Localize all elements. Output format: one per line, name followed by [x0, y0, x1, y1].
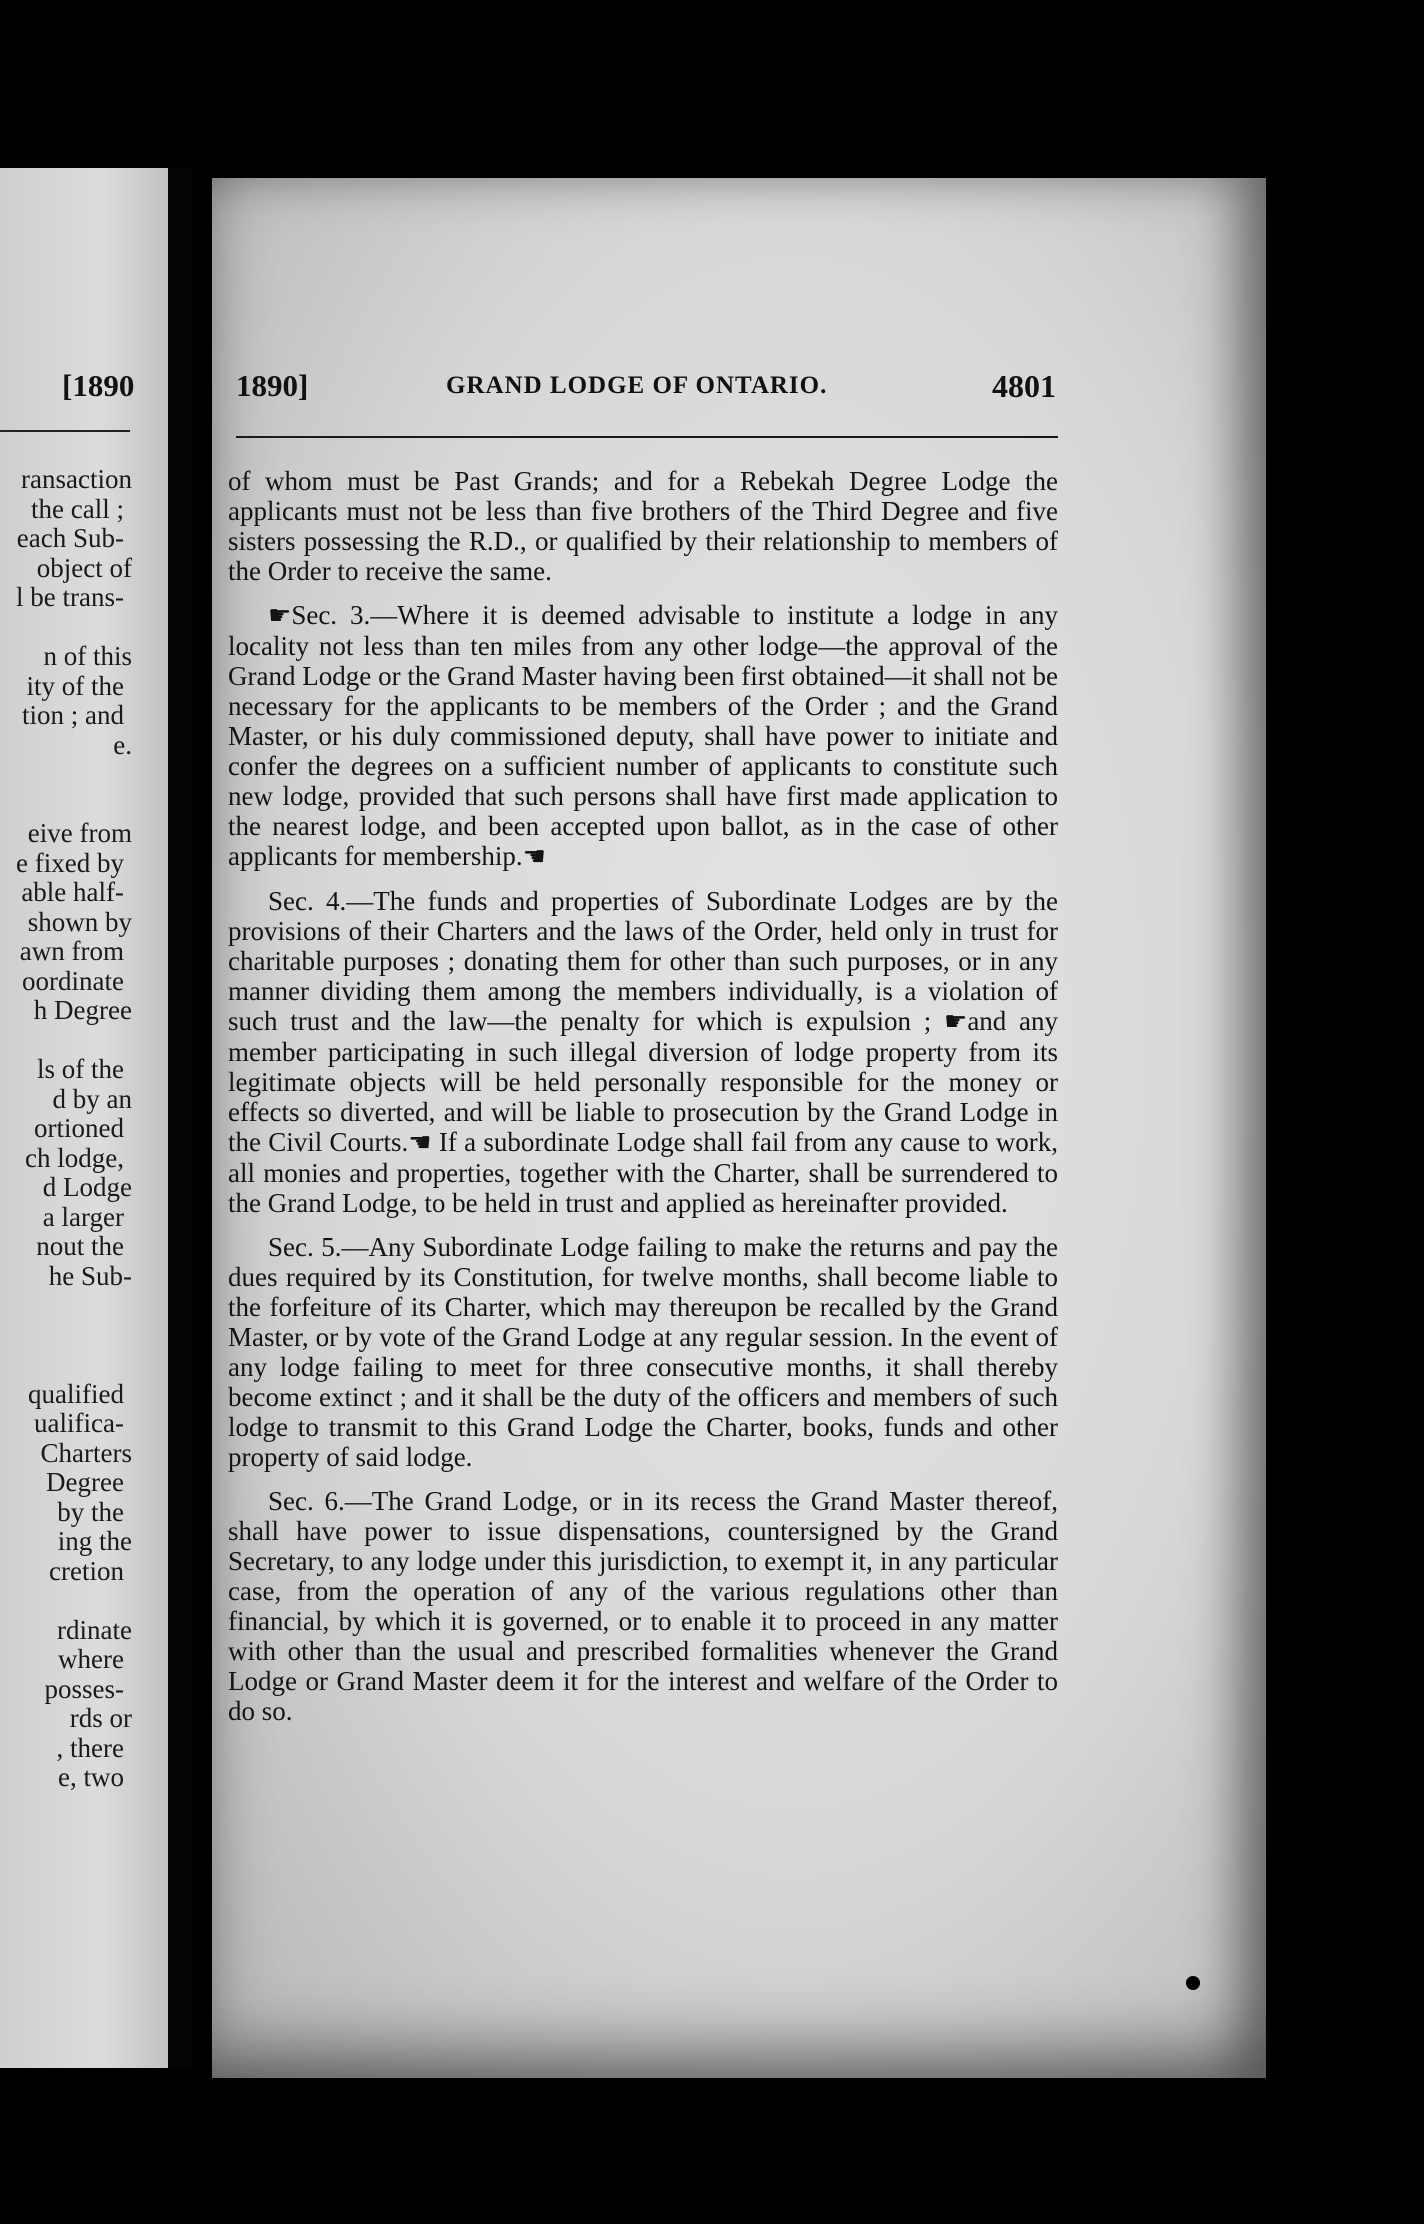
sec-3-text: Sec. 3.—Where it is deemed advisable to institute a lodge in any locality not less than ten miles from any other lodge—the approval of the Grand Lodge or the Grand Master having been first obtained—it shall not be necessary for the applicants to be members of the Order ; and the Grand Master, or his duly commissioned deputy, shall have power to initiate and confer the degrees on a sufficient number of applicants to constitute such new lodge, provided that such persons shall have first made application to the nearest lodge, and been accepted upon ballot, as in the case of other applicants for membership. [228, 600, 1058, 871]
left-page-line: he Sub- [48, 1260, 132, 1291]
paragraph-sec-4 [228, 886, 1058, 1218]
sec-4-text-a: Sec. 4.—The funds and properties of Subordinate Lodges are by the provisions of their Charters and the laws of the Order, held only in trust for charitable purposes ; donating them for other than such purposes, or in any manner dividing them among the members individually, is a violation of such trust and the law—the penalty for which is expulsion ; [228, 886, 1058, 1036]
left-page-line: rdinate [57, 1614, 132, 1645]
left-page-line: ls of the [37, 1054, 124, 1084]
left-page-line: a larger [42, 1201, 124, 1232]
left-page-line: d Lodge [42, 1172, 132, 1202]
book-page [212, 178, 1266, 2078]
left-page-line: oordinate [22, 965, 124, 996]
left-page-line: d by an [52, 1083, 132, 1114]
left-page-line: awn from [19, 936, 124, 966]
left-page-line: n of this [43, 641, 132, 671]
header-title: GRAND LODGE OF ONTARIO. [446, 372, 828, 399]
left-page-line: the call ; [31, 493, 124, 524]
left-page-line: where [58, 1644, 124, 1674]
paragraph-sec-6: Sec. 6.—The Grand Lodge, or in its recess the Grand Master thereof, shall have power to issue dispensations, countersigned by the Grand Secretary, to any lodge under this jurisdiction, to exempt it, in any particular case, from the operation of any of the various regulations other than financial, by which it is governed, or to enable it to proceed in any matter with other than the usual and prescribed formalities whenever the Grand Lodge or Grand Master deem it for the interest and welfare of the Order to do so. [228, 1486, 1058, 1726]
paragraph-sec-5: Sec. 5.—Any Subordinate Lodge failing to make the returns and pay the dues required by its Constitution, for twelve months, shall become liable to the forfeiture of its Charter, which may thereupon be recalled by the Grand Master, or by vote of the Grand Lodge at any regular session. In the event of any lodge failing to meet for three consecutive months, it shall thereby become extinct ; and it shall be the duty of the officers and members of such lodge to transmit to this Grand Lodge the Charter, books, funds and other property of said lodge. [228, 1232, 1058, 1472]
paragraph-sec-3 [228, 600, 1058, 872]
left-page-line: ch lodge, [25, 1142, 124, 1173]
book-gutter [168, 168, 192, 2068]
left-page-line: rds or [69, 1703, 132, 1733]
pointing-hand-left-icon: ☚ [408, 1128, 432, 1158]
left-page-line: able half- [21, 877, 124, 907]
left-page-line: cretion [49, 1555, 124, 1586]
left-page-line: ity of the [26, 670, 124, 701]
left-page-line: e fixed by [16, 847, 124, 878]
header-year: 1890] [236, 368, 309, 403]
sec-4-text-c: If a subordinate Lodge shall fail from any cause to work, all monies and properties, together with the Charter, shall be surrendered to the Grand Lodge, to be held in trust and applied as hereinafter provided. [228, 1127, 1058, 1218]
left-facing-page [0, 168, 168, 2068]
pointing-hand-icon: ☛ [268, 601, 292, 631]
left-page-line: tion ; and [22, 700, 124, 730]
left-page-line: Degree [46, 1467, 124, 1497]
pointing-hand-left-icon: ☚ [522, 842, 546, 872]
left-page-line: e. [113, 729, 132, 760]
left-page-line: Charters [40, 1437, 132, 1468]
left-page-line: each Sub- [16, 523, 124, 553]
left-page-line: nout the [36, 1231, 124, 1261]
paragraph-continuation: of whom must be Past Grands; and for a Rebekah Degree Lodge the applicants must not be less than five brothers of the Third Degree and five sisters possessing the R.D., or qualified by their relationship to members of the Order to receive the same. [228, 466, 1058, 586]
left-page-line: ransaction [21, 464, 132, 494]
pointing-hand-icon: ☛ [944, 1007, 968, 1037]
left-page-line: eive from [27, 818, 132, 848]
body-text [228, 466, 1058, 1740]
left-page-line: posses- [44, 1673, 124, 1704]
left-page-line: object of [36, 552, 132, 583]
left-page-line: ing the [57, 1526, 132, 1556]
header-rule [236, 436, 1058, 438]
left-page-line: ualifica- [34, 1408, 124, 1438]
left-page-line: ortioned [34, 1113, 124, 1143]
ink-spot [1186, 1976, 1200, 1990]
left-header-rule [0, 430, 130, 432]
left-page-line: h Degree [33, 995, 132, 1025]
left-page-line: l be trans- [16, 582, 124, 612]
left-page-line: qualified [28, 1378, 124, 1409]
left-page-line: shown by [27, 906, 132, 937]
left-page-line: e, two [58, 1762, 124, 1792]
page-number: 4801 [992, 368, 1056, 404]
sec-4-text-b: and any member participating in such illegal diversion of lodge property from its legitimate objects will be held personally responsible for the money or effects so diverted, and will be liable to prosecution by the Grand Lodge in the Civil Courts. [228, 1006, 1059, 1157]
left-page-header: [1890 [62, 368, 135, 403]
running-head [236, 368, 1056, 408]
left-page-line: by the [57, 1496, 124, 1527]
left-page-line: , there [56, 1732, 124, 1763]
